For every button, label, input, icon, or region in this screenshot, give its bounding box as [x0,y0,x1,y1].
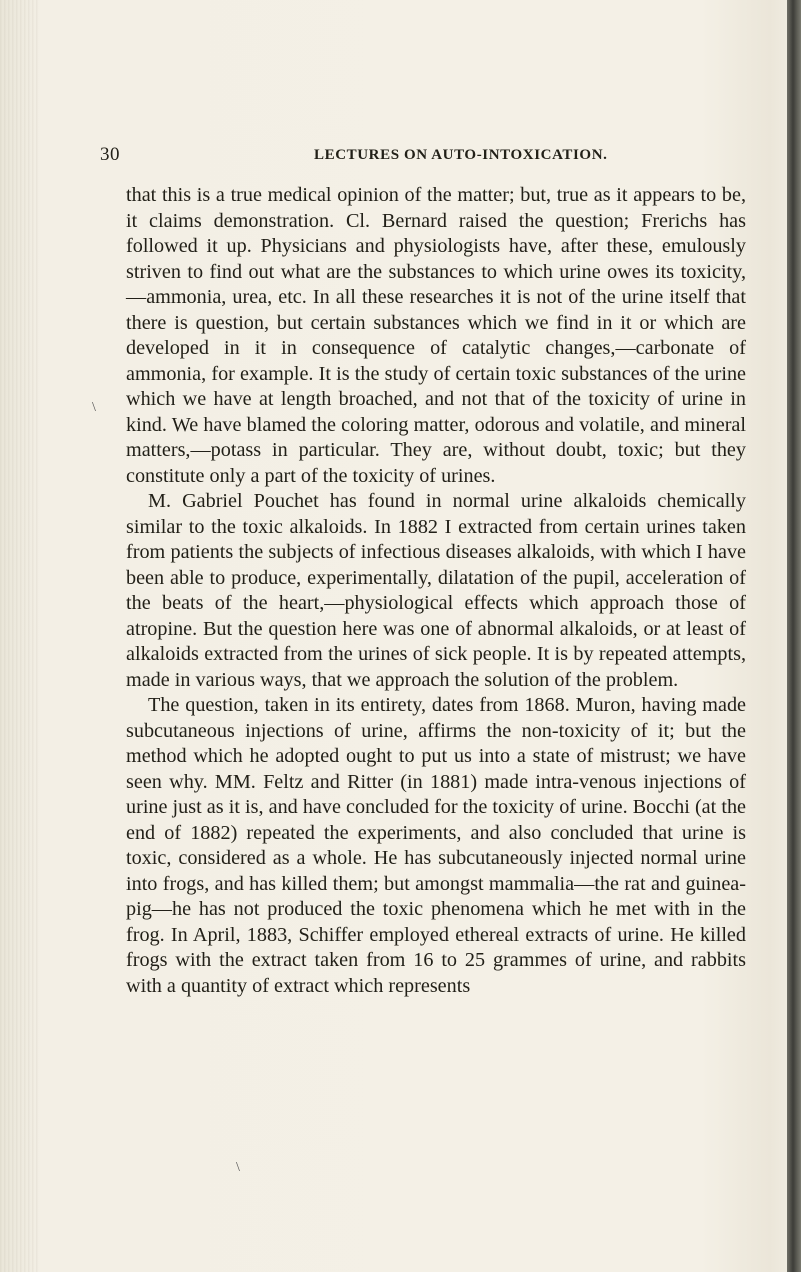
stray-pencil-mark: \ [236,1160,240,1175]
page-number: 30 [100,144,120,165]
paragraph-3: The question, taken in its entirety, dates from 1868. Muron, having made subcutaneous injections of urine, affirms the non-toxicity of it; but the method which he adopted ought to put us into a state of mistrust; we have seen why. MM. Feltz and Ritter (in 1881) made intra-venous injections of urine just as it is, and have concluded for the toxicity of urine. Bocchi (at the end of 1882) repeated the experiments, and also concluded that urine is toxic, considered as a whole. He has subcutaneously injected normal urine into frogs, and has killed them; but amongst mammalia—the rat and guinea-pig—he has not produced the toxic phenomena which he met with in the frog. In April, 1883, Schiffer employed ethereal extracts of urine. He killed frogs with the extract taken from 16 to 25 grammes of urine, and rabbits with a quantity of extract which represents [126,694,746,997]
paragraph-1: that this is a true medical opinion of the matter; but, true as it appears to be, it claims demonstration. Cl. Bernard raised the question; Frerichs has followed it up. Physicians and physiologists have, after these, emulously striven to find out what are the substances to which urine owes its toxicity,—ammonia, urea, etc. In all these researches it is not of the urine itself that there is question, but certain substances which we find in it or which are developed in it in consequence of catalytic changes,—carbonate of ammonia, for example. It is the study of certain toxic substances of the urine which we have at length broached, and not that of the toxicity of urine in kind. We have blamed the coloring matter, odorous and volatile, and mineral matters,—potass in particular. They are, without doubt, toxic; but they constitute only a part of the toxicity of urines. [126,184,746,487]
page-edge [787,0,801,1272]
body-text [126,183,746,999]
paragraph-2: M. Gabriel Pouchet has found in normal urine alkaloids chemically similar to the toxic alkaloids. In 1882 I extracted from certain urines taken from patients the subjects of infectious diseases alkaloids, with which I have been able to produce, experimentally, dilatation of the pupil, acceleration of the beats of the heart,—physiological effects which approach those of atropine. But the question here was one of abnormal alkaloids, or at least of alkaloids extracted from the urines of sick people. It is by repeated attempts, made in various ways, that we approach the solution of the problem. [126,490,746,691]
stray-pencil-mark: \ [92,400,96,415]
running-title: LECTURES ON AUTO-INTOXICATION. [314,147,608,163]
page-header [100,144,740,174]
binding-shadow [0,0,38,1272]
